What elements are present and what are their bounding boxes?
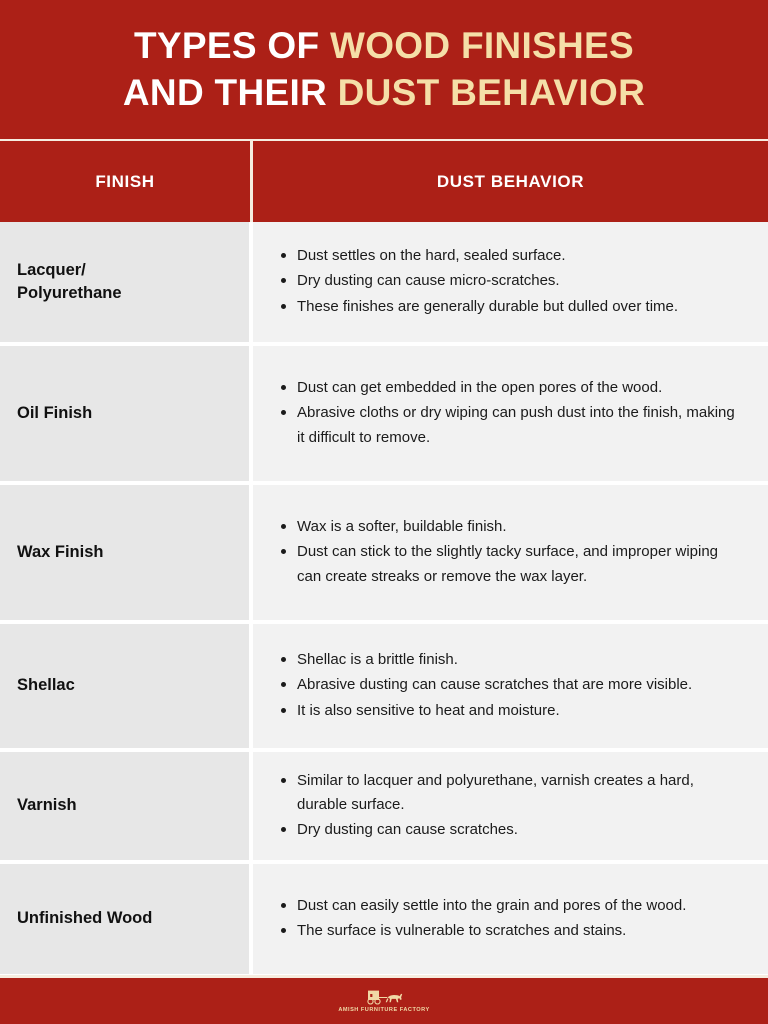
finish-name-line-1: Lacquer/ <box>17 260 86 279</box>
footer-bar <box>0 975 768 1024</box>
page-title-line-2 <box>123 70 645 117</box>
title-line-2-highlight: DUST BEHAVIOR <box>337 71 646 113</box>
list-item: Similar to lacquer and polyurethane, varnish creates a hard, durable surface. <box>253 769 738 818</box>
column-header-dust-behavior-label: DUST BEHAVIOR <box>436 171 585 191</box>
title-banner <box>0 0 768 141</box>
cell-dust-behavior <box>253 222 768 342</box>
table-row <box>0 624 768 752</box>
cell-finish <box>0 864 253 974</box>
cell-dust-behavior <box>253 624 768 748</box>
dust-behavior-list <box>253 894 738 945</box>
list-item: Abrasive dusting can cause scratches that are more visible. <box>253 673 738 697</box>
cell-finish <box>0 624 253 748</box>
title-line-2-plain: AND THEIR <box>122 71 338 113</box>
horse-and-buggy-icon <box>362 989 406 1006</box>
cell-dust-behavior <box>253 346 768 481</box>
table-row <box>0 864 768 974</box>
title-line-1-plain: TYPES OF <box>134 24 330 66</box>
dust-behavior-list <box>253 376 738 451</box>
finish-name: Unfinished Wood <box>17 909 153 928</box>
cell-dust-behavior <box>253 864 768 974</box>
dust-behavior-list <box>253 648 738 724</box>
title-line-1-highlight: WOOD FINISHES <box>329 24 634 66</box>
list-item: These finishes are generally durable but dulled over time. <box>253 295 738 319</box>
finish-name: Shellac <box>17 676 75 695</box>
list-item: Dry dusting can cause micro-scratches. <box>253 269 738 293</box>
finish-name: Oil Finish <box>17 403 93 422</box>
cell-dust-behavior <box>253 485 768 620</box>
dust-behavior-list <box>253 769 738 844</box>
list-item: It is also sensitive to heat and moisture. <box>253 699 738 723</box>
list-item: Dust can stick to the slightly tacky surface, and improper wiping can create streaks or remove the wax layer. <box>253 540 738 589</box>
finish-name: Varnish <box>17 796 77 815</box>
finishes-table <box>0 141 768 975</box>
table-row <box>0 222 768 346</box>
finish-name <box>17 259 122 306</box>
brand-name: AMISH FURNITURE FACTORY <box>338 1007 430 1013</box>
list-item: Wax is a softer, buildable finish. <box>253 515 738 539</box>
table-row <box>0 346 768 485</box>
cell-finish <box>0 752 253 860</box>
column-header-dust-behavior <box>253 141 768 222</box>
table-row <box>0 752 768 864</box>
column-header-finish-label: FINISH <box>95 171 155 191</box>
list-item: Dust can easily settle into the grain and pores of the wood. <box>253 894 738 918</box>
cell-finish <box>0 346 253 481</box>
dust-behavior-list <box>253 244 738 320</box>
cell-dust-behavior <box>253 752 768 860</box>
list-item: Shellac is a brittle finish. <box>253 648 738 672</box>
list-item: Dust settles on the hard, sealed surface. <box>253 244 738 268</box>
table-header-row <box>0 141 768 222</box>
list-item: Dust can get embedded in the open pores of the wood. <box>253 376 738 400</box>
table-row <box>0 485 768 624</box>
list-item: Dry dusting can cause scratches. <box>253 818 738 842</box>
cell-finish <box>0 485 253 620</box>
list-item: The surface is vulnerable to scratches and stains. <box>253 919 738 943</box>
dust-behavior-list <box>253 515 738 590</box>
finish-name-line-2: Polyurethane <box>17 284 122 302</box>
brand-logo[interactable] <box>338 989 429 1013</box>
page-title-line-1 <box>134 23 634 70</box>
column-header-finish <box>0 141 253 222</box>
finish-name: Wax Finish <box>17 542 104 561</box>
list-item: Abrasive cloths or dry wiping can push dust into the finish, making it difficult to remove. <box>253 401 738 450</box>
cell-finish <box>0 222 253 342</box>
